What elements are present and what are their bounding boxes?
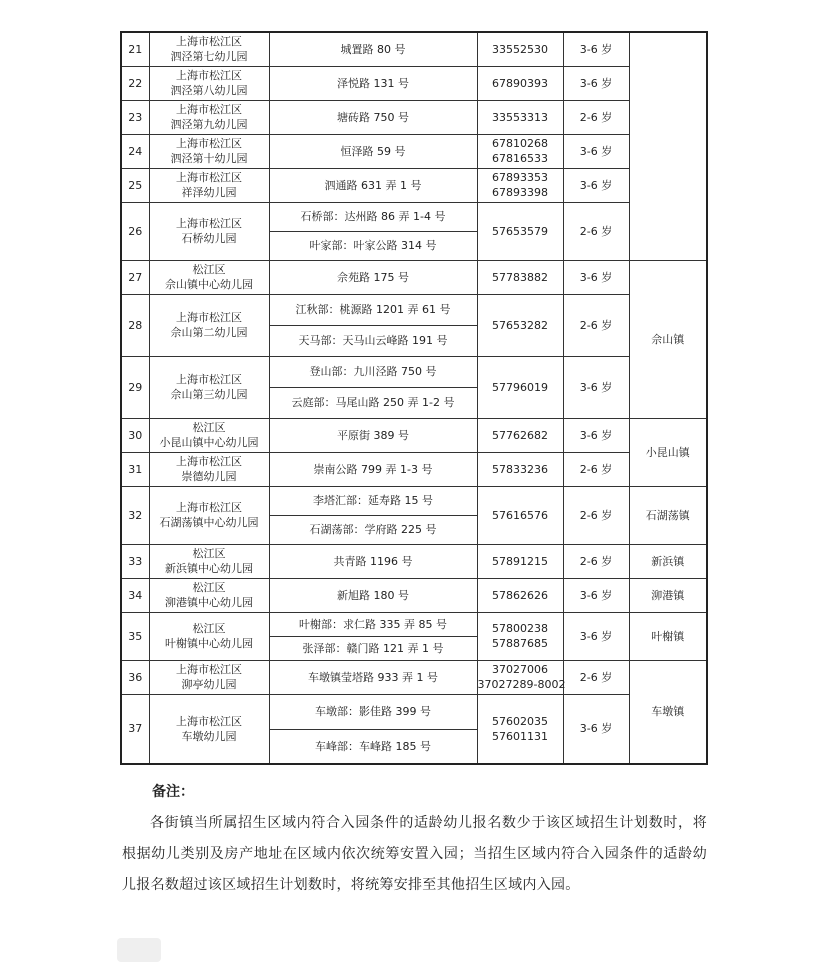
kindergarten-name xyxy=(149,612,269,660)
kindergarten-name xyxy=(149,66,269,100)
kindergarten-name-line: 松江区 xyxy=(192,421,226,434)
phone-number-line: 33553313 xyxy=(492,110,548,124)
phone-number-line: 57833236 xyxy=(492,462,548,476)
kindergarten-name-line: 上海市松江区 xyxy=(176,217,242,230)
campus-address: 城置路 80 号 xyxy=(269,32,477,66)
phone-number xyxy=(477,134,563,168)
phone-number-line: 37027006 xyxy=(492,663,548,676)
kindergarten-name-line: 松江区 xyxy=(192,547,226,560)
table-row xyxy=(121,578,707,612)
campus-address: 李塔汇部：延寿路 15 号 xyxy=(269,486,477,515)
kindergarten-name xyxy=(149,694,269,764)
kindergarten-table xyxy=(120,31,708,765)
campus-address: 石湖荡部：学府路 225 号 xyxy=(269,515,477,544)
campus-address: 石桥部：达州路 86 弄 1-4 号 xyxy=(269,202,477,231)
campus-address: 平原街 389 号 xyxy=(269,418,477,452)
kindergarten-name-line: 佘山第三幼儿园 xyxy=(170,388,248,401)
row-number: 27 xyxy=(121,260,149,294)
table-row xyxy=(121,260,707,294)
phone-number-line: 57653579 xyxy=(492,224,548,238)
kindergarten-name xyxy=(149,168,269,202)
table-row xyxy=(121,612,707,636)
age-range: 3-6 岁 xyxy=(563,134,629,168)
kindergarten-name-line: 上海市松江区 xyxy=(176,501,242,514)
row-number: 23 xyxy=(121,100,149,134)
kindergarten-name-line: 泗泾第九幼儿园 xyxy=(170,118,248,131)
phone-number-line: 57653282 xyxy=(492,318,548,332)
phone-number xyxy=(477,612,563,660)
table-row xyxy=(121,202,707,231)
phone-number-line: 57601131 xyxy=(492,729,548,743)
row-number: 34 xyxy=(121,578,149,612)
age-range: 2-6 岁 xyxy=(563,660,629,694)
row-number: 22 xyxy=(121,66,149,100)
kindergarten-name xyxy=(149,202,269,260)
campus-address: 泽悦路 131 号 xyxy=(269,66,477,100)
campus-address: 佘苑路 175 号 xyxy=(269,260,477,294)
age-range: 3-6 岁 xyxy=(563,32,629,66)
table-row xyxy=(121,134,707,168)
phone-number-line: 37027289-8002 xyxy=(477,678,566,691)
table-row xyxy=(121,660,707,694)
phone-number-line: 57862626 xyxy=(492,588,548,602)
table-row xyxy=(121,32,707,66)
phone-number-line: 57891215 xyxy=(492,554,548,568)
notes-body: 各街镇当所属招生区域内符合入园条件的适龄幼儿报名数少于该区域招生计划数时，将根据幼儿类别及房产地址在区域内依次统筹安置入园；当招生区域内符合入园条件的适龄幼儿报名数超过该区域招生计划数时，将统筹安排至其他招生区域内入园。 xyxy=(122,815,707,893)
kindergarten-name-line: 上海市松江区 xyxy=(176,663,242,676)
campus-address: 云庭部：马尾山路 250 弄 1-2 号 xyxy=(269,387,477,418)
town-cell: 叶榭镇 xyxy=(629,612,707,660)
age-range: 2-6 岁 xyxy=(563,202,629,260)
phone-number xyxy=(477,660,566,694)
campus-address: 车墩镇莹塔路 933 弄 1 号 xyxy=(269,660,477,694)
kindergarten-name-line: 上海市松江区 xyxy=(176,137,242,150)
kindergarten-name-line: 泗泾第八幼儿园 xyxy=(170,84,248,97)
table-row xyxy=(121,544,707,578)
kindergarten-name xyxy=(149,260,269,294)
phone-number xyxy=(477,32,563,66)
kindergarten-name-line: 上海市松江区 xyxy=(176,171,242,184)
kindergarten-name-line: 上海市松江区 xyxy=(176,373,242,386)
kindergarten-name-line: 祥泽幼儿园 xyxy=(181,186,237,199)
table-row xyxy=(121,694,707,729)
table-row xyxy=(121,486,707,515)
table-row xyxy=(121,66,707,100)
phone-number-line: 33552530 xyxy=(492,42,548,56)
row-number: 33 xyxy=(121,544,149,578)
kindergarten-name-line: 泖亭幼儿园 xyxy=(181,678,237,691)
campus-address: 天马部：天马山云峰路 191 号 xyxy=(269,325,477,356)
phone-number xyxy=(477,578,563,612)
kindergarten-name-line: 上海市松江区 xyxy=(176,103,242,116)
kindergarten-name-line: 叶榭镇中心幼儿园 xyxy=(165,637,253,650)
age-range: 3-6 岁 xyxy=(563,694,629,764)
kindergarten-name xyxy=(149,32,269,66)
phone-number xyxy=(477,66,563,100)
table-body xyxy=(121,32,707,764)
kindergarten-name xyxy=(149,100,269,134)
phone-number-line: 57616576 xyxy=(492,508,548,522)
campus-address: 叶榭部：求仁路 335 弄 85 号 xyxy=(269,612,477,636)
age-range: 3-6 岁 xyxy=(563,612,629,660)
kindergarten-name-line: 佘山镇中心幼儿园 xyxy=(165,278,253,291)
kindergarten-name-line: 新浜镇中心幼儿园 xyxy=(165,562,253,575)
campus-address: 江秋部：桃源路 1201 弄 61 号 xyxy=(269,294,477,325)
row-number: 26 xyxy=(121,202,149,260)
table-row xyxy=(121,100,707,134)
row-number: 35 xyxy=(121,612,149,660)
row-number: 30 xyxy=(121,418,149,452)
row-number: 37 xyxy=(121,694,149,764)
town-cell: 佘山镇 xyxy=(629,260,707,418)
notes-title: 备注： xyxy=(152,784,194,800)
phone-number xyxy=(477,418,563,452)
row-number: 36 xyxy=(121,660,149,694)
phone-number xyxy=(477,356,563,418)
campus-address: 张泽部：赣门路 121 弄 1 号 xyxy=(269,636,477,660)
row-number: 29 xyxy=(121,356,149,418)
kindergarten-name-line: 泗泾第十幼儿园 xyxy=(170,152,248,165)
phone-number xyxy=(477,294,563,356)
phone-number-line: 67893398 xyxy=(492,186,548,199)
row-number: 32 xyxy=(121,486,149,544)
campus-address: 车峰部：车峰路 185 号 xyxy=(269,729,477,764)
kindergarten-name-line: 泖港镇中心幼儿园 xyxy=(165,596,253,609)
row-number: 31 xyxy=(121,452,149,486)
campus-address: 泗通路 631 弄 1 号 xyxy=(269,168,477,202)
age-range: 2-6 岁 xyxy=(563,452,629,486)
phone-number-line: 67816533 xyxy=(492,152,548,165)
age-range: 3-6 岁 xyxy=(563,418,629,452)
kindergarten-name-line: 松江区 xyxy=(192,263,226,276)
phone-number xyxy=(477,168,563,202)
kindergarten-name xyxy=(149,486,269,544)
age-range: 2-6 岁 xyxy=(563,486,629,544)
scan-smudge xyxy=(117,938,161,962)
campus-address: 塘砖路 750 号 xyxy=(269,100,477,134)
kindergarten-name-line: 石湖荡镇中心幼儿园 xyxy=(159,516,259,529)
campus-address: 车墩部：影佳路 399 号 xyxy=(269,694,477,729)
kindergarten-name-line: 车墩幼儿园 xyxy=(181,729,237,743)
age-range: 2-6 岁 xyxy=(563,100,629,134)
kindergarten-name xyxy=(149,660,269,694)
row-number: 28 xyxy=(121,294,149,356)
kindergarten-name xyxy=(149,418,269,452)
age-range: 2-6 岁 xyxy=(563,294,629,356)
table-row xyxy=(121,294,707,325)
table-row xyxy=(121,452,707,486)
kindergarten-name xyxy=(149,452,269,486)
age-range: 3-6 岁 xyxy=(563,260,629,294)
town-cell: 泖港镇 xyxy=(629,578,707,612)
campus-address: 共青路 1196 号 xyxy=(269,544,477,578)
phone-number-line: 57783882 xyxy=(492,270,548,284)
campus-address: 登山部：九川泾路 750 号 xyxy=(269,356,477,387)
campus-address: 叶家部：叶家公路 314 号 xyxy=(269,231,477,260)
age-range: 3-6 岁 xyxy=(563,356,629,418)
town-cell: 小昆山镇 xyxy=(629,418,707,486)
kindergarten-name-line: 上海市松江区 xyxy=(176,35,242,49)
age-range: 2-6 岁 xyxy=(563,544,629,578)
campus-address: 崇南公路 799 弄 1-3 号 xyxy=(269,452,477,486)
age-range: 3-6 岁 xyxy=(563,66,629,100)
kindergarten-name-line: 上海市松江区 xyxy=(176,311,242,324)
kindergarten-name xyxy=(149,134,269,168)
table-row xyxy=(121,356,707,387)
phone-number-line: 67810268 xyxy=(492,137,548,150)
row-number: 24 xyxy=(121,134,149,168)
kindergarten-name-line: 泗泾第七幼儿园 xyxy=(170,50,248,64)
town-cell: 车墩镇 xyxy=(629,660,707,764)
kindergarten-name xyxy=(149,578,269,612)
kindergarten-name-line: 佘山第二幼儿园 xyxy=(170,326,248,339)
kindergarten-name xyxy=(149,294,269,356)
kindergarten-name-line: 上海市松江区 xyxy=(176,714,242,728)
phone-number-line: 67893353 xyxy=(492,171,548,184)
age-range: 3-6 岁 xyxy=(563,168,629,202)
kindergarten-name-line: 上海市松江区 xyxy=(176,455,242,468)
town-cell: 新浜镇 xyxy=(629,544,707,578)
phone-number xyxy=(477,544,563,578)
phone-number xyxy=(477,486,563,544)
kindergarten-name-line: 石桥幼儿园 xyxy=(181,232,237,245)
phone-number xyxy=(477,260,563,294)
phone-number-line: 57796019 xyxy=(492,380,548,394)
kindergarten-name xyxy=(149,544,269,578)
kindergarten-name-line: 松江区 xyxy=(192,581,226,594)
town-cell: 石湖荡镇 xyxy=(629,486,707,544)
phone-number xyxy=(477,694,563,764)
row-number: 21 xyxy=(121,32,149,66)
phone-number xyxy=(477,100,563,134)
age-range: 3-6 岁 xyxy=(563,578,629,612)
town-cell xyxy=(629,32,707,260)
kindergarten-name xyxy=(149,356,269,418)
table-row xyxy=(121,168,707,202)
phone-number-line: 67890393 xyxy=(492,76,548,90)
campus-address: 新旭路 180 号 xyxy=(269,578,477,612)
kindergarten-name-line: 松江区 xyxy=(192,622,226,635)
phone-number-line: 57887685 xyxy=(492,637,548,650)
phone-number-line: 57800238 xyxy=(492,622,548,635)
table-row xyxy=(121,418,707,452)
phone-number xyxy=(477,452,563,486)
phone-number-line: 57762682 xyxy=(492,428,548,442)
kindergarten-name-line: 崇德幼儿园 xyxy=(181,470,237,483)
phone-number-line: 57602035 xyxy=(492,714,548,728)
row-number: 25 xyxy=(121,168,149,202)
campus-address: 恒泽路 59 号 xyxy=(269,134,477,168)
kindergarten-name-line: 上海市松江区 xyxy=(176,69,242,82)
phone-number xyxy=(477,202,563,260)
kindergarten-name-line: 小昆山镇中心幼儿园 xyxy=(159,436,259,449)
